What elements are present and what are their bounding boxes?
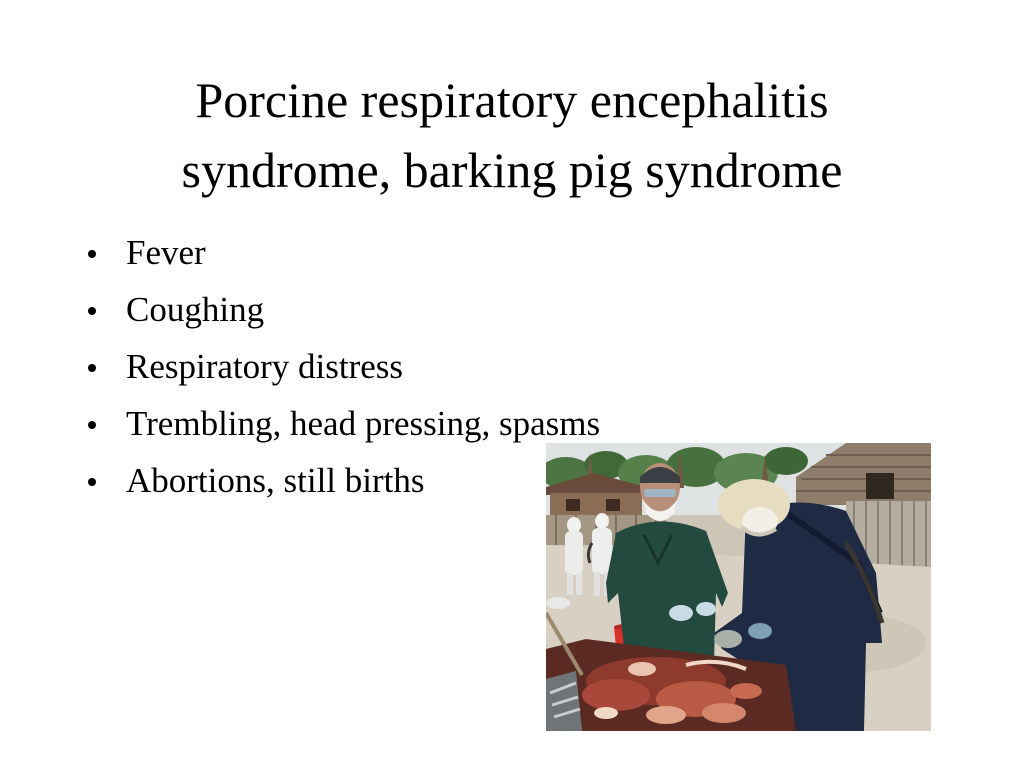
bullet-icon	[88, 478, 96, 486]
bullet-item	[0, 338, 600, 395]
slide-title-line-1: Porcine respiratory encephalitis	[195, 72, 829, 128]
slide-title	[0, 65, 1024, 205]
bullet-icon	[88, 364, 96, 372]
bullet-icon	[88, 421, 96, 429]
bullet-text: Trembling, head pressing, spasms	[126, 404, 601, 443]
bullet-icon	[88, 250, 96, 258]
bullet-list	[0, 224, 600, 509]
bullet-text: Respiratory distress	[126, 347, 404, 386]
bullet-item	[0, 224, 600, 281]
bullet-item	[0, 281, 600, 338]
bullet-item	[0, 452, 600, 509]
bullet-text: Fever	[126, 233, 206, 272]
necropsy-photo	[546, 443, 931, 731]
slide-title-line-2: syndrome, barking pig syndrome	[181, 142, 843, 198]
bullet-item	[0, 395, 600, 452]
bullet-icon	[88, 307, 96, 315]
bullet-text: Abortions, still births	[126, 461, 425, 500]
bullet-text: Coughing	[126, 290, 265, 329]
